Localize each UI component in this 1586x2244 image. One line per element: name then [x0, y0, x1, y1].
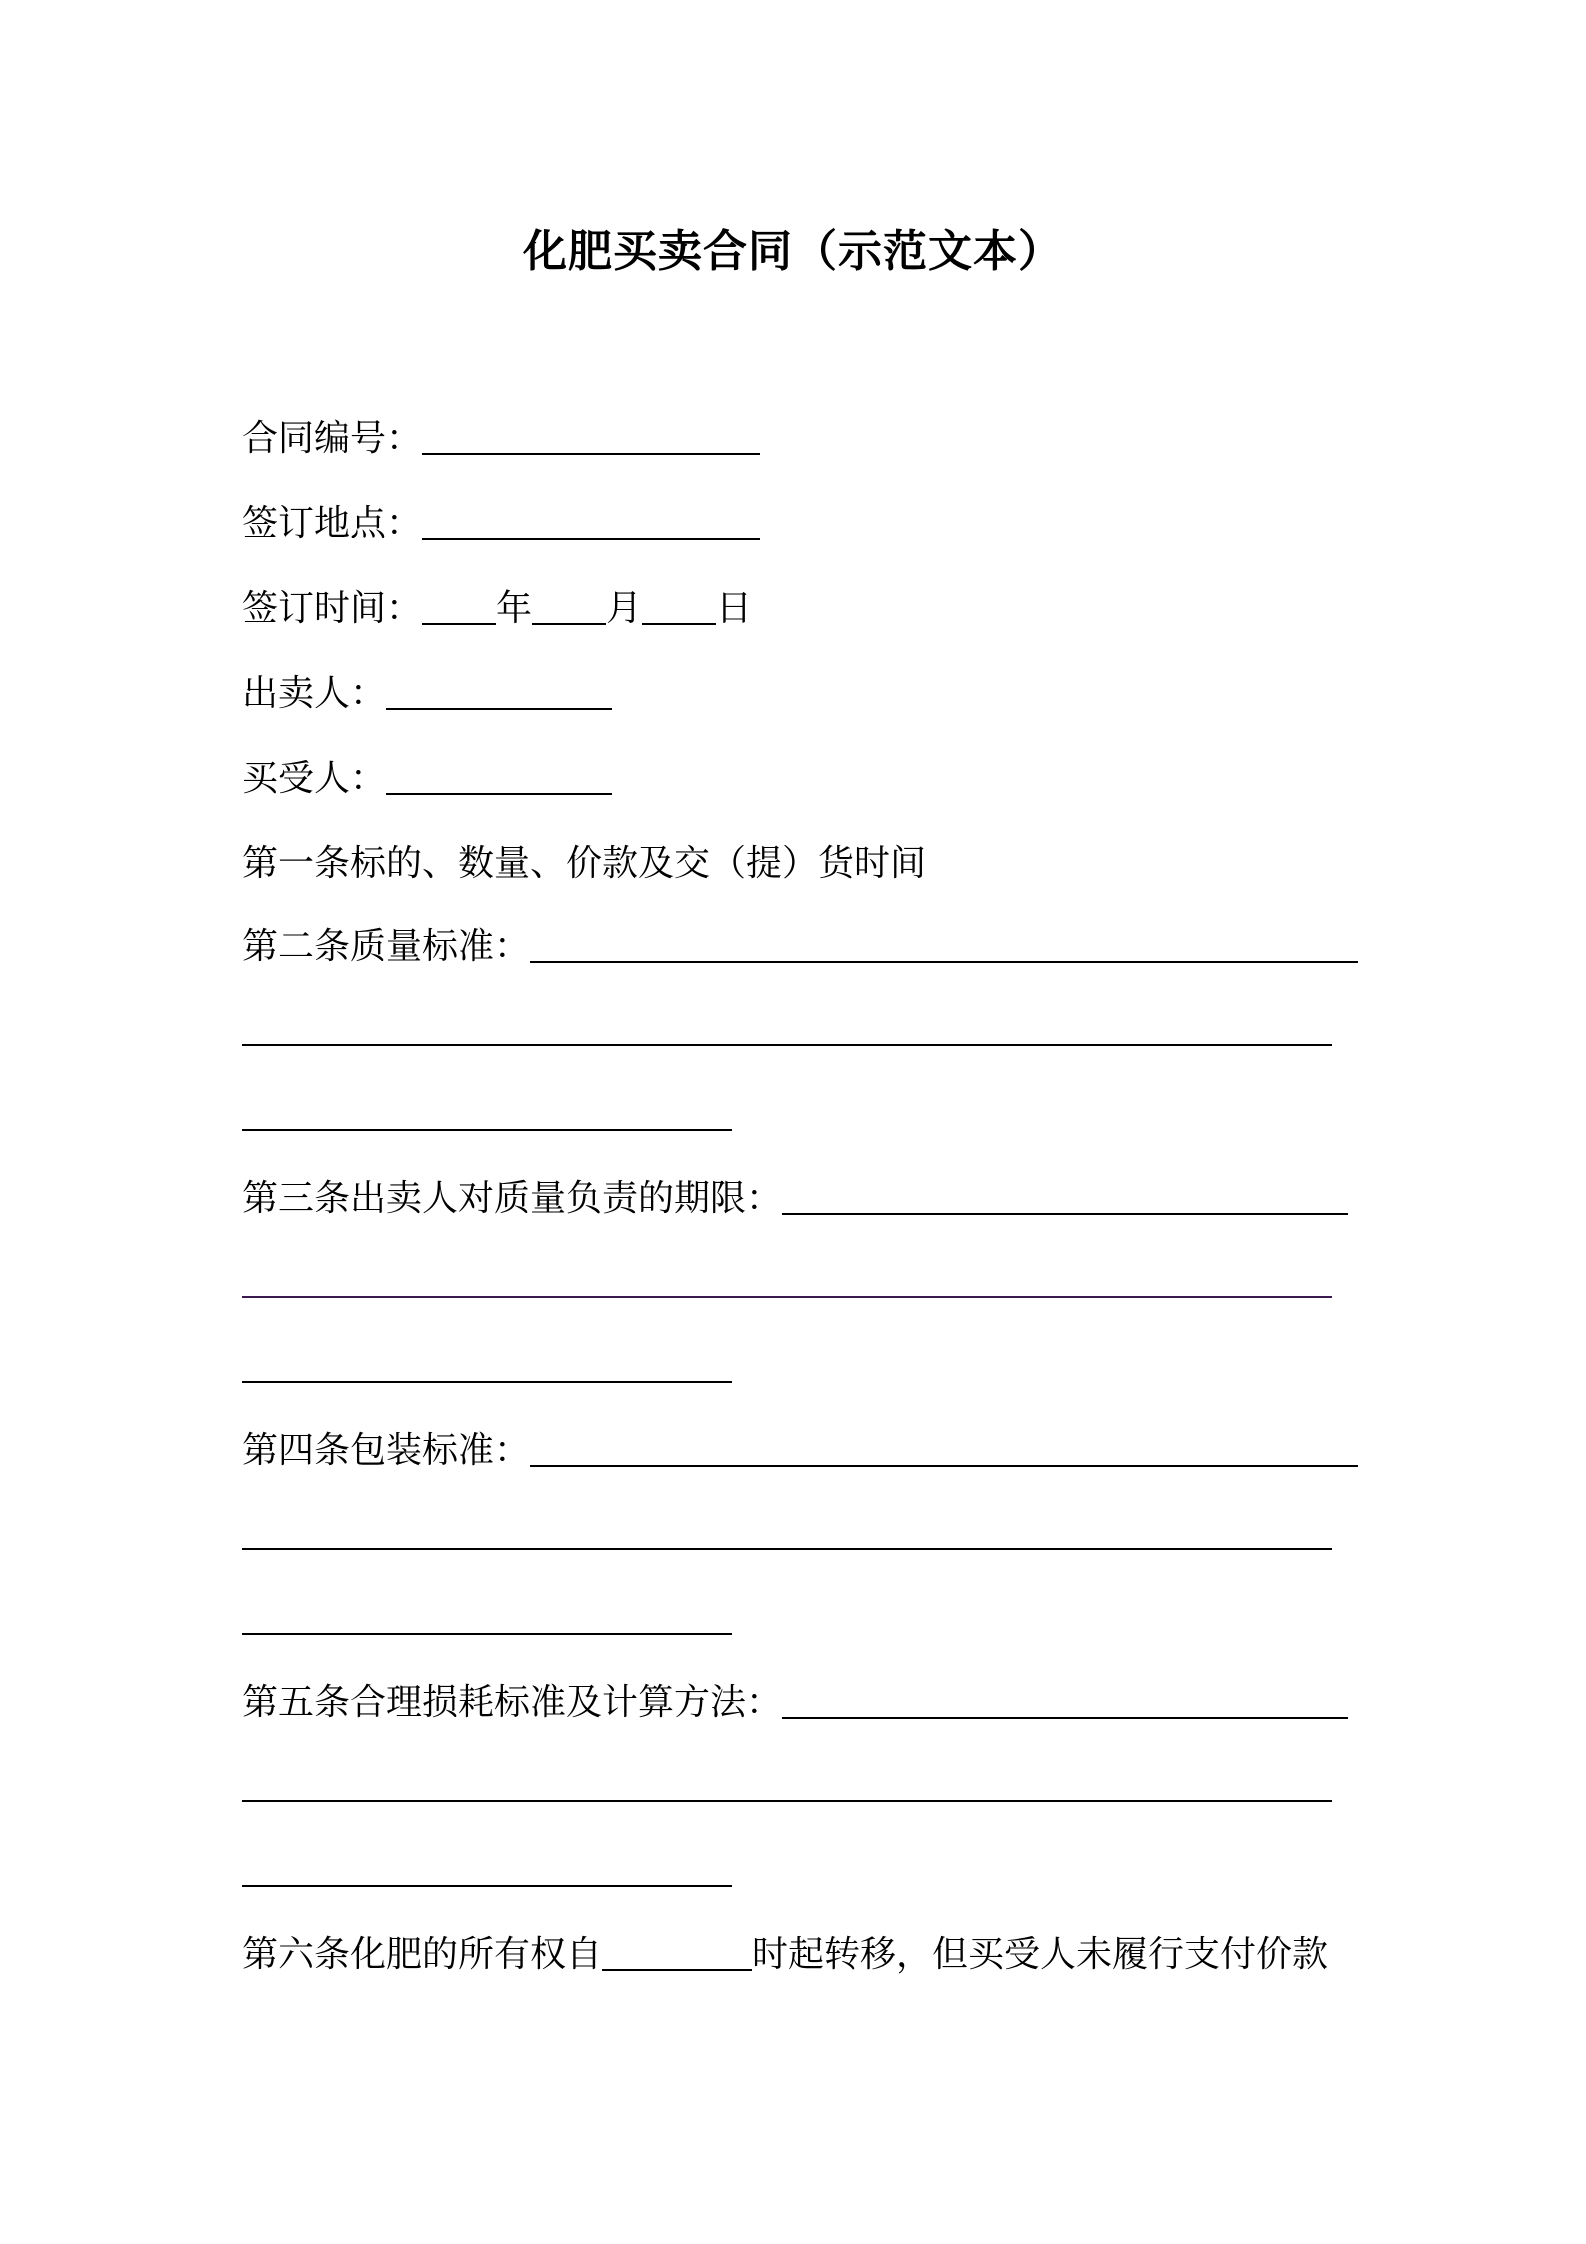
article-3-blank-3[interactable]: [242, 1381, 732, 1383]
article-6-text-end: 时起转移，但买受人未履行支付价款: [752, 1933, 1329, 1975]
article-3-blank-1[interactable]: [782, 1213, 1348, 1215]
article-1-heading: 第一条标的、数量、价款及交（提）货时间: [242, 842, 927, 884]
buyer-blank[interactable]: [386, 793, 612, 795]
article-4-blank-2[interactable]: [242, 1548, 1332, 1550]
article-3-row: [242, 1165, 1348, 1225]
sign-month-blank[interactable]: [532, 623, 606, 625]
sign-place-blank[interactable]: [422, 538, 760, 540]
sign-day-blank[interactable]: [642, 623, 716, 625]
article-2-blank-3[interactable]: [242, 1129, 732, 1131]
seller-blank[interactable]: [386, 708, 612, 710]
sign-year-blank[interactable]: [422, 623, 496, 625]
month-label: 月: [606, 587, 643, 629]
article-3-blank-2[interactable]: [242, 1296, 1332, 1298]
seller-label: 出卖人：: [242, 672, 387, 714]
buyer-row: [242, 745, 612, 805]
article-4-heading: 第四条包装标准：: [242, 1429, 531, 1471]
sign-time-label: 签订时间：: [242, 587, 423, 629]
sign-place-row: [242, 490, 760, 550]
article-4-blank-3[interactable]: [242, 1633, 732, 1635]
article-5-row: [242, 1669, 1348, 1729]
day-label: 日: [716, 587, 753, 629]
article-5-blank-1[interactable]: [782, 1717, 1348, 1719]
article-5-heading: 第五条合理损耗标准及计算方法：: [242, 1681, 783, 1723]
contract-number-row: [242, 405, 760, 465]
document-title: 化肥买卖合同（示范文本）: [523, 226, 1063, 277]
article-1-row: [242, 830, 926, 890]
article-4-blank-1[interactable]: [530, 1465, 1358, 1467]
article-5-blank-3[interactable]: [242, 1885, 732, 1887]
article-2-row: [242, 913, 1358, 973]
sign-place-label: 签订地点：: [242, 502, 423, 544]
article-6-text-start: 第六条化肥的所有权自: [242, 1933, 603, 1975]
contract-number-blank[interactable]: [422, 453, 760, 455]
article-3-heading: 第三条出卖人对质量负责的期限：: [242, 1177, 783, 1219]
article-6-blank[interactable]: [602, 1969, 752, 1971]
contract-number-label: 合同编号：: [242, 417, 423, 459]
year-label: 年: [496, 587, 533, 629]
buyer-label: 买受人：: [242, 757, 387, 799]
article-2-blank-1[interactable]: [530, 961, 1358, 963]
sign-time-row: [242, 575, 752, 635]
article-5-blank-2[interactable]: [242, 1800, 1332, 1802]
article-6-row: [242, 1921, 1328, 1981]
article-2-blank-2[interactable]: [242, 1044, 1332, 1046]
article-4-row: [242, 1417, 1358, 1477]
article-2-heading: 第二条质量标准：: [242, 925, 531, 967]
seller-row: [242, 660, 612, 720]
